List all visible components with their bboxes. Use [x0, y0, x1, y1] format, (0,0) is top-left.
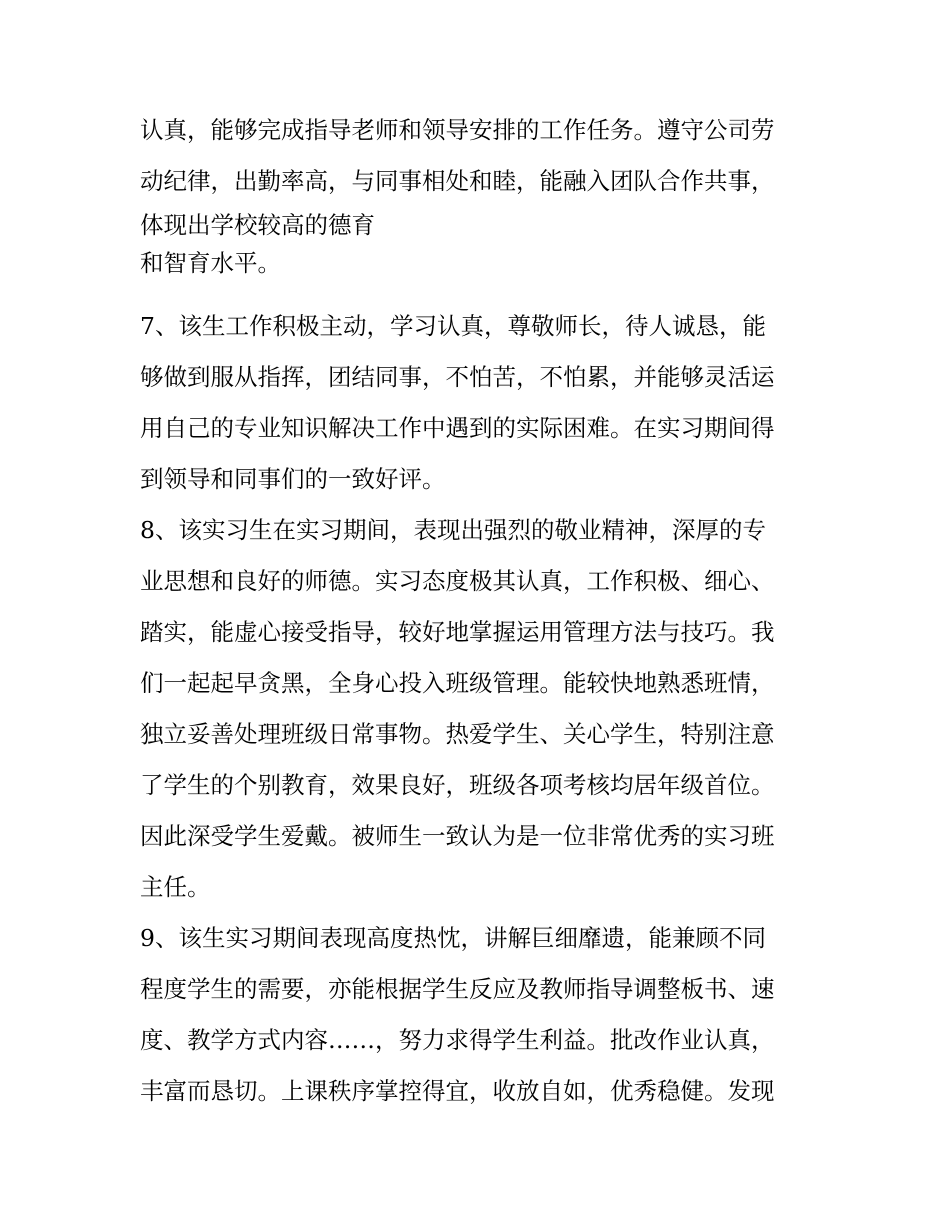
- text-line: 9、该生实习期间表现高度热忱，讲解巨细靡遗，能兼顾不同: [140, 924, 766, 952]
- text-line: 主任。: [140, 873, 211, 901]
- text-line: 认真，能够完成指导老师和领导安排的工作任务。遵守公司劳: [140, 116, 775, 144]
- text-line: 7、该生工作积极主动，学习认真，尊敬师长，待人诚恳，能: [140, 312, 766, 340]
- body-text: [140, 105, 820, 1117]
- text-line: 动纪律，出勤率高，与同事相处和睦，能融入团队合作共事，: [140, 167, 775, 195]
- text-line: 了学生的个别教育，效果良好，班级各项考核均居年级首位。: [140, 771, 775, 799]
- text-line: 和智育水平。: [140, 249, 281, 277]
- text-line: 业思想和良好的师德。实习态度极其认真，工作积极、细心、: [140, 567, 775, 595]
- text-line: 独立妥善处理班级日常事物。热爱学生、关心学生，特别注意: [140, 720, 775, 748]
- text-line: 丰富而恳切。上课秩序掌控得宜，收放自如，优秀稳健。发现: [140, 1077, 775, 1105]
- text-line: 踏实，能虚心接受指导，较好地掌握运用管理方法与技巧。我: [140, 618, 775, 646]
- text-line: 们一起起早贪黑，全身心投入班级管理。能较快地熟悉班情，: [140, 669, 775, 697]
- text-line: 够做到服从指挥，团结同事，不怕苦，不怕累，并能够灵活运: [140, 363, 775, 391]
- text-line: 因此深受学生爱戴。被师生一致认为是一位非常优秀的实习班: [140, 822, 775, 850]
- text-line: 体现出学校较高的德育: [140, 211, 375, 239]
- text-line: 度、教学方式内容……，努力求得学生利益。批改作业认真，: [140, 1026, 775, 1054]
- text-line: 8、该实习生在实习期间，表现出强烈的敬业精神，深厚的专: [140, 516, 766, 544]
- text-line: 用自己的专业知识解决工作中遇到的实际困难。在实习期间得: [140, 414, 775, 442]
- text-line: 到领导和同事们的一致好评。: [140, 465, 446, 493]
- text-line: 程度学生的需要，亦能根据学生反应及教师指导调整板书、速: [140, 975, 775, 1003]
